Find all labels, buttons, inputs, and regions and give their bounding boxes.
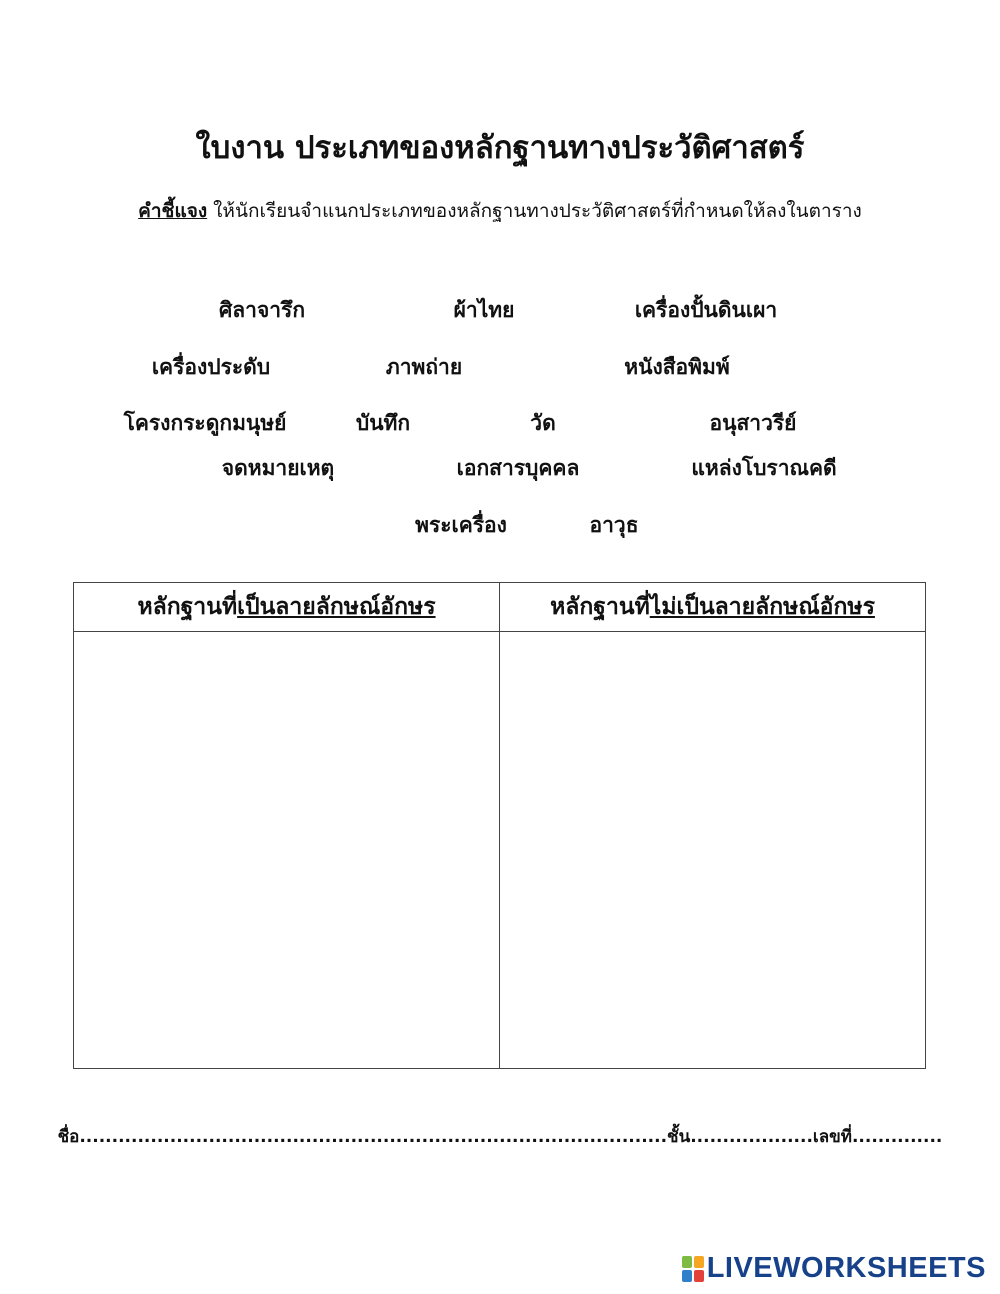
number-label: เลขที่ <box>812 1127 852 1147</box>
class-label: ชั้น <box>667 1127 691 1147</box>
liveworksheets-logo[interactable] <box>682 1252 986 1285</box>
page-title: ใบงาน ประเภทของหลักฐานทางประวัติศาสตร์ <box>195 130 805 166</box>
word-bank-item[interactable]: หนังสือพิมพ์ <box>624 355 730 379</box>
word-bank-item[interactable]: บันทึก <box>355 411 411 435</box>
logo-square <box>694 1270 704 1282</box>
logo-square <box>682 1270 692 1282</box>
class-field[interactable]: ................... <box>690 1127 813 1147</box>
written-evidence-header <box>74 583 499 632</box>
student-info-line <box>0 1123 1000 1150</box>
brand-name: LIVEWORKSHEETS <box>706 1252 986 1284</box>
word-bank-item[interactable]: แหล่งโบราณคดี <box>691 456 837 480</box>
word-bank-item[interactable]: อนุสาวรีย์ <box>709 411 797 435</box>
word-bank-item[interactable]: ผ้าไทย <box>453 298 515 322</box>
logo-square <box>682 1256 692 1268</box>
non-written-evidence-column <box>499 583 925 1068</box>
word-bank-item[interactable]: เครื่องปั้นดินเผา <box>634 298 778 322</box>
name-label: ชื่อ <box>57 1127 80 1147</box>
word-bank-item[interactable]: จดหมายเหตุ <box>221 456 335 480</box>
header-emphasis: เป็นลายลักษณ์อักษร <box>237 594 436 620</box>
word-bank-item[interactable]: เครื่องประดับ <box>151 355 271 379</box>
non-written-evidence-header <box>500 583 925 632</box>
word-bank-item[interactable]: ภาพถ่าย <box>385 355 463 379</box>
header-prefix: หลักฐานที่ <box>550 594 650 620</box>
non-written-evidence-drop-area[interactable] <box>500 632 925 1068</box>
instruction <box>0 196 1000 226</box>
word-bank-item[interactable]: วัด <box>530 411 556 435</box>
header-emphasis: ไม่เป็นลายลักษณ์อักษร <box>649 594 875 620</box>
written-evidence-column <box>74 583 499 1068</box>
name-field[interactable]: ........................................................................................... <box>79 1127 668 1147</box>
word-bank-item[interactable]: อาวุธ <box>589 513 639 537</box>
logo-squares-icon <box>682 1256 704 1282</box>
written-evidence-drop-area[interactable] <box>74 632 499 1068</box>
word-bank-item[interactable]: ศิลาจารึก <box>218 298 306 322</box>
word-bank-item[interactable]: เอกสารบุคคล <box>456 456 580 480</box>
word-bank-item[interactable]: พระเครื่อง <box>415 513 507 537</box>
classification-table <box>73 582 926 1069</box>
instruction-lead: คำชี้แจง <box>138 200 208 222</box>
instruction-text: ให้นักเรียนจำแนกประเภทของหลักฐานทางประวัติศาสตร์ที่กำหนดให้ลงในตาราง <box>207 200 862 222</box>
number-field[interactable]: .............. <box>851 1127 943 1147</box>
header-prefix: หลักฐานที่ <box>137 594 238 620</box>
logo-square <box>694 1256 704 1268</box>
word-bank-item[interactable]: โครงกระดูกมนุษย์ <box>123 411 287 435</box>
